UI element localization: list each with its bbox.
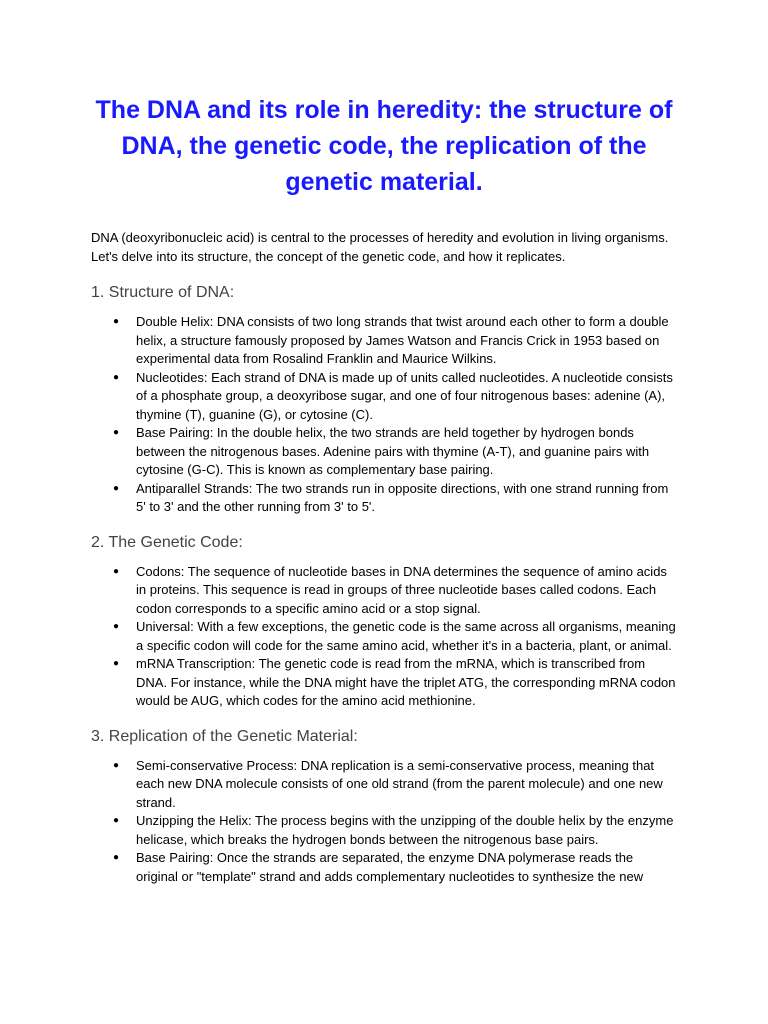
list-item <box>91 618 677 655</box>
bullet-list-structure <box>91 313 677 517</box>
list-item-text: Antiparallel Strands: The two strands run in opposite directions, with one strand running from 5' to 3' and the other running from 3' to 5'. <box>136 480 669 514</box>
list-item <box>91 757 677 813</box>
list-item <box>91 369 677 425</box>
list-item <box>91 313 677 369</box>
bullet-list-replication <box>91 757 677 887</box>
bullet-icon: ● <box>113 482 120 494</box>
section-heading-genetic-code: 2. The Genetic Code: <box>91 533 243 551</box>
bullet-list-genetic-code <box>91 563 677 711</box>
bullet-icon: ● <box>113 759 120 771</box>
bullet-icon: ● <box>113 621 120 632</box>
intro-paragraph: DNA (deoxyribonucleic acid) is central to the processes of heredity and evolution in living organisms. Let's delve into its structure, the concept of the genetic code, and how it replicates. <box>91 230 669 264</box>
list-item-text: Unzipping the Helix: The process begins with the unzipping of the double helix by the enzyme helicase, which breaks the hydrogen bonds between the nitrogenous base pairs. <box>136 813 674 847</box>
bullet-icon: ● <box>113 852 120 863</box>
bullet-icon: ● <box>113 371 120 383</box>
list-item-text: Semi-conservative Process: DNA replication is a semi-conservative process, meaning that each new DNA molecule consists of one old strand (from the parent molecule) and one new strand. <box>136 757 663 810</box>
list-item <box>91 563 677 619</box>
list-item-text: Double Helix: DNA consists of two long strands that twist around each other to form a double helix, a structure famously proposed by James Watson and Francis Crick in 1953 based on experimental data from Rosalind Franklin and Maurice Wilkins. <box>136 314 669 366</box>
document-title: The DNA and its role in heredity: the structure of DNA, the genetic code, the replication of the genetic material. <box>95 96 673 196</box>
section-heading-structure: 1. Structure of DNA: <box>91 284 235 301</box>
list-item-text: Codons: The sequence of nucleotide bases in DNA determines the sequence of amino acids in proteins. This sequence is read in groups of three nucleotide bases called codons. Each codon corresponds to a specific amino acid or a stop signal. <box>136 563 667 616</box>
bullet-icon: ● <box>113 427 120 438</box>
section-heading-replication: 3. Replication of the Genetic Material: <box>91 727 358 745</box>
list-item-text: Nucleotides: Each strand of DNA is made up of units called nucleotides. A nucleotide consists of a phosphate group, a deoxyribose sugar, and one of four nitrogenous bases: adenine (A), thymine (T), guanine (G), or cytosine (C). <box>136 369 673 422</box>
list-item <box>91 812 677 849</box>
list-item <box>91 849 677 886</box>
list-item-text: Universal: With a few exceptions, the genetic code is the same across all organisms, meaning a specific codon will code for the same amino acid, whether it's in a bacteria, plant, or animal. <box>136 619 676 653</box>
bullet-icon: ● <box>113 658 120 669</box>
bullet-icon: ● <box>113 815 120 826</box>
bullet-icon: ● <box>113 316 120 327</box>
list-item <box>91 480 677 517</box>
list-item-text: mRNA Transcription: The genetic code is read from the mRNA, which is transcribed from DNA. For instance, while the DNA might have the triplet ATG, the corresponding mRNA codon would be AUG, which codes for the amino acid methionine. <box>136 656 676 708</box>
bullet-icon: ● <box>113 565 120 577</box>
list-item-text: Base Pairing: Once the strands are separated, the enzyme DNA polymerase reads the original or "template" strand and adds complementary nucleotides to synthesize the new <box>136 850 644 884</box>
list-item-text: Base Pairing: In the double helix, the two strands are held together by hydrogen bonds between the nitrogenous bases. Adenine pairs with thymine (A-T), and guanine pairs with cytosine (G-C). This is known as complementary base pairing. <box>136 425 650 477</box>
list-item <box>91 655 677 711</box>
list-item <box>91 424 677 480</box>
